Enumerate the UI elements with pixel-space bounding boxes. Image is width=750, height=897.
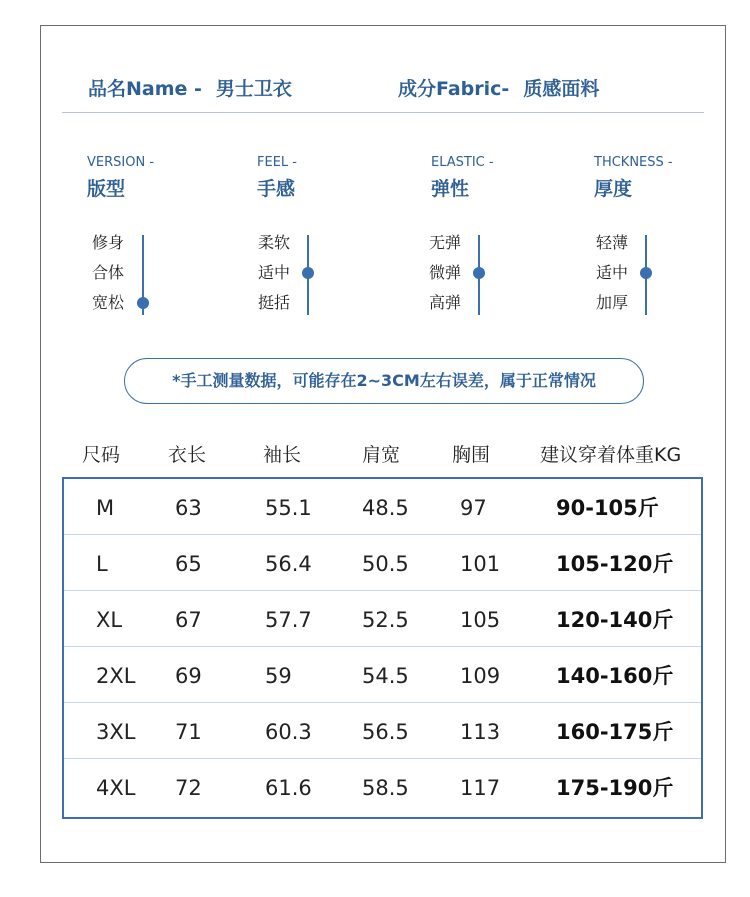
table-cell: 61.6 [265,776,312,800]
table-cell-weight: 160-175斤 [556,720,674,744]
scale-elastic [429,233,461,323]
scale-feel [258,233,290,323]
product-name-label: 品名Name - [88,78,202,100]
table-cell: 48.5 [362,496,409,520]
table-cell-weight: 175-190斤 [556,776,674,800]
product-name-value: 男士卫衣 [215,78,292,100]
table-cell-weight: 90-105斤 [556,496,659,520]
attr-elastic [431,155,494,201]
table-row [64,703,701,759]
table-row [64,759,701,815]
col-header-size: 尺码 [82,444,121,466]
attr-thickness-cn: 厚度 [594,178,633,200]
table-cell: M [96,496,115,520]
table-cell: 109 [460,664,501,688]
scale-option: 挺括 [258,293,291,312]
scale-option: 轻薄 [596,233,629,252]
attr-version-en: VERSION - [87,155,155,170]
scale-option: 修身 [92,233,125,252]
size-table [62,477,703,819]
table-row [64,647,701,703]
attr-feel [257,155,297,201]
scale-indicator-dot [302,267,314,279]
table-cell: 105 [460,608,501,632]
scale-option: 高弹 [429,293,462,312]
table-cell: 56.5 [362,720,409,744]
table-row [64,591,701,647]
scale-thickness [596,233,628,323]
col-header-shoulder: 肩宽 [362,444,401,466]
table-cell: XL [96,608,123,632]
scale-indicator-dot [473,267,485,279]
col-header-length: 衣长 [168,444,207,466]
scale-option: 适中 [596,263,629,282]
table-cell: 113 [460,720,501,744]
table-row [64,535,701,591]
scale-indicator-dot [640,267,652,279]
attr-feel-cn: 手感 [257,178,296,200]
table-cell: 71 [175,720,202,744]
fabric-label: 成分Fabric- [398,78,510,100]
table-cell: L [96,552,108,576]
header-divider [62,112,704,113]
table-cell-weight: 105-120斤 [556,552,674,576]
table-cell: 67 [175,608,202,632]
col-header-sleeve: 袖长 [263,444,302,466]
table-cell: 59 [265,664,292,688]
scale-option: 微弹 [429,263,462,282]
attr-thickness-en: THCKNESS - [594,155,673,170]
attr-elastic-cn: 弹性 [431,178,470,200]
table-cell: 2XL [96,664,136,688]
table-cell: 56.4 [265,552,312,576]
attr-version [87,155,154,201]
attr-thickness [594,155,673,201]
attr-version-cn: 版型 [87,178,126,200]
table-cell: 60.3 [265,720,312,744]
product-fabric [398,74,599,101]
attr-elastic-en: ELASTIC - [431,155,494,170]
col-header-chest: 胸围 [452,444,491,466]
col-header-weight: 建议穿着体重KG [540,444,682,466]
scale-option: 宽松 [92,293,125,312]
scale-option: 合体 [92,263,125,282]
product-name [88,74,292,101]
table-row [64,479,701,535]
table-cell: 3XL [96,720,136,744]
table-cell: 57.7 [265,608,312,632]
fabric-value: 质感面料 [523,78,600,100]
table-cell: 65 [175,552,202,576]
table-cell: 54.5 [362,664,409,688]
scale-option: 无弹 [429,233,462,252]
table-cell-weight: 120-140斤 [556,608,674,632]
table-cell-weight: 140-160斤 [556,664,674,688]
scale-option: 柔软 [258,233,291,252]
table-cell: 101 [460,552,501,576]
table-cell: 69 [175,664,202,688]
table-cell: 52.5 [362,608,409,632]
table-cell: 4XL [96,776,136,800]
scale-version [92,233,124,323]
table-cell: 117 [460,776,501,800]
table-cell: 58.5 [362,776,409,800]
table-cell: 63 [175,496,202,520]
table-cell: 97 [460,496,487,520]
scale-option: 适中 [258,263,291,282]
attr-feel-en: FEEL - [257,155,297,170]
measurement-note: *手工测量数据，可能存在2~3CM左右误差，属于正常情况 [124,358,644,404]
table-cell: 55.1 [265,496,312,520]
table-cell: 50.5 [362,552,409,576]
scale-indicator-dot [137,297,149,309]
table-cell: 72 [175,776,202,800]
scale-option: 加厚 [596,293,629,312]
